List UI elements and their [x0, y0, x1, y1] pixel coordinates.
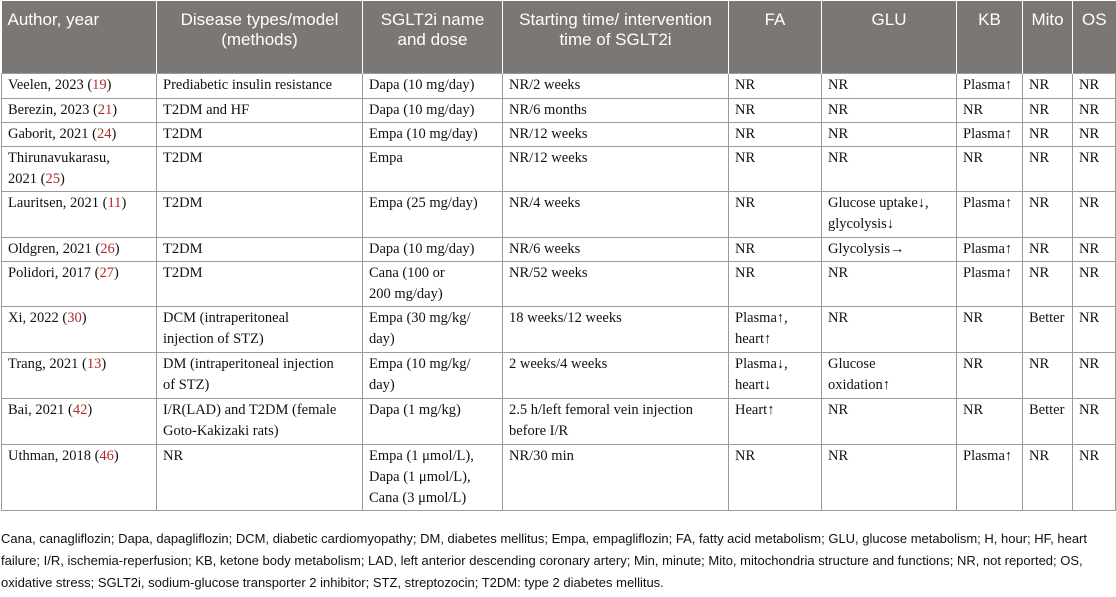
mito-cell: NR — [1023, 73, 1073, 98]
fa-cell: NR — [729, 261, 822, 306]
reference-close-paren: ) — [113, 264, 119, 281]
starting-time-cell: 2 weeks/4 weeks — [503, 352, 729, 398]
reference-link[interactable]: 24 — [97, 125, 112, 142]
table-row — [2, 73, 1116, 98]
reference-close-paren: ) — [87, 401, 93, 418]
disease-cell: Prediabetic insulin resistance — [157, 73, 363, 98]
table-body — [2, 73, 1116, 510]
os-cell: NR — [1073, 98, 1116, 122]
table-row — [2, 306, 1116, 352]
sglt2i-dose-cell: Empa (10 mg/day) — [363, 122, 503, 146]
sglt2i-dose-cell: Empa (1 μmol/L), Dapa (1 μmol/L), Cana (3 μmol/L) — [363, 444, 503, 510]
col-header-sglt2i-dose: SGLT2i name and dose — [363, 1, 503, 73]
fa-cell: Heart↑ — [729, 398, 822, 444]
reference-link[interactable]: 27 — [99, 264, 114, 281]
kb-cell: NR — [957, 352, 1023, 398]
glu-cell: NR — [822, 122, 957, 146]
col-header-author-year: Author, year — [2, 1, 157, 73]
table-row — [2, 146, 1116, 191]
author-year-cell — [2, 261, 157, 306]
disease-cell: T2DM — [157, 191, 363, 237]
author-year-text: Veelen, 2023 ( — [8, 76, 93, 93]
table-row — [2, 352, 1116, 398]
kb-cell: NR — [957, 98, 1023, 122]
fa-cell: NR — [729, 146, 822, 191]
reference-link[interactable]: 26 — [100, 240, 115, 257]
os-cell: NR — [1073, 398, 1116, 444]
sglt2i-dose-cell: Empa (10 mg/kg/ day) — [363, 352, 503, 398]
fa-cell: NR — [729, 237, 822, 261]
col-header-starting-time: Starting time/ intervention time of SGLT2i — [503, 1, 729, 73]
starting-time-cell: 2.5 h/left femoral vein injection before I/R — [503, 398, 729, 444]
os-cell: NR — [1073, 146, 1116, 191]
author-year-text: Polidori, 2017 ( — [8, 264, 100, 281]
sglt2i-studies-table — [1, 1, 1116, 511]
kb-cell: Plasma↑ — [957, 444, 1023, 510]
os-cell: NR — [1073, 73, 1116, 98]
col-header-os: OS — [1073, 1, 1116, 73]
starting-time-cell: 18 weeks/12 weeks — [503, 306, 729, 352]
author-year-cell — [2, 444, 157, 510]
glu-cell: NR — [822, 398, 957, 444]
mito-cell: NR — [1023, 237, 1073, 261]
disease-cell: T2DM and HF — [157, 98, 363, 122]
kb-cell: Plasma↑ — [957, 237, 1023, 261]
fa-cell: NR — [729, 98, 822, 122]
table-row — [2, 261, 1116, 306]
starting-time-cell: NR/4 weeks — [503, 191, 729, 237]
disease-cell: I/R(LAD) and T2DM (female Goto-Kakizaki rats) — [157, 398, 363, 444]
disease-cell: NR — [157, 444, 363, 510]
glu-cell: NR — [822, 306, 957, 352]
reference-close-paren: ) — [59, 170, 65, 187]
fa-cell: Plasma↓, heart↓ — [729, 352, 822, 398]
mito-cell: NR — [1023, 191, 1073, 237]
mito-cell: Better — [1023, 398, 1073, 444]
mito-cell: NR — [1023, 352, 1073, 398]
glu-cell: Glycolysis→ — [822, 237, 957, 261]
os-cell: NR — [1073, 306, 1116, 352]
glu-cell: NR — [822, 444, 957, 510]
disease-cell: DM (intraperitoneal injection of STZ) — [157, 352, 363, 398]
col-header-mito: Mito — [1023, 1, 1073, 73]
starting-time-cell: NR/6 weeks — [503, 237, 729, 261]
kb-cell: Plasma↑ — [957, 261, 1023, 306]
os-cell: NR — [1073, 444, 1116, 510]
col-header-glu: GLU — [822, 1, 957, 73]
reference-close-paren: ) — [111, 125, 117, 142]
glu-cell: NR — [822, 98, 957, 122]
glu-cell: NR — [822, 73, 957, 98]
sglt2i-dose-cell: Empa (30 mg/kg/ day) — [363, 306, 503, 352]
reference-link[interactable]: 42 — [72, 401, 88, 418]
starting-time-cell: NR/12 weeks — [503, 146, 729, 191]
disease-cell: T2DM — [157, 122, 363, 146]
reference-link[interactable]: 46 — [99, 447, 114, 464]
fa-cell: NR — [729, 191, 822, 237]
starting-time-cell: NR/12 weeks — [503, 122, 729, 146]
mito-cell: NR — [1023, 261, 1073, 306]
kb-cell: NR — [957, 306, 1023, 352]
kb-cell: NR — [957, 146, 1023, 191]
mito-cell: NR — [1023, 146, 1073, 191]
glu-cell: Glucose oxidation↑ — [822, 352, 957, 398]
author-year-text: Berezin, 2023 ( — [8, 101, 98, 118]
author-year-cell — [2, 73, 157, 98]
author-year-text: Bai, 2021 ( — [8, 401, 73, 418]
table-footnote: Cana, canagliflozin; Dapa, dapagliflozin; DCM, diabetic cardiomyopathy; DM, diabetes mellitus; Empa, empagliflozin; FA, fatty acid metabolism; GLU, glucose metabolism; H, hour; HF, heart failure; I/R, ischemia-reperfusion; KB, ketone body metabolism; LAD, left anterior descending coronary artery; Min, minute; Mito, mitochondria structure and functions; NR, not reported; OS, oxidative stress; SGLT2i, sodium-glucose transporter 2 inhibitor; STZ, streptozocin; T2DM: type 2 diabetes mellitus. — [1, 531, 1087, 590]
author-year-cell — [2, 98, 157, 122]
sglt2i-dose-cell: Empa (25 mg/day) — [363, 191, 503, 237]
table-row — [2, 122, 1116, 146]
kb-cell: NR — [957, 398, 1023, 444]
reference-close-paren: ) — [114, 240, 120, 257]
fa-cell: NR — [729, 444, 822, 510]
author-year-text: Gaborit, 2021 ( — [8, 125, 97, 142]
author-year-cell — [2, 191, 157, 237]
starting-time-cell: NR/2 weeks — [503, 73, 729, 98]
reference-close-paren: ) — [81, 309, 87, 326]
reference-link[interactable]: 13 — [86, 355, 102, 372]
kb-cell: Plasma↑ — [957, 122, 1023, 146]
reference-close-paren: ) — [106, 76, 112, 93]
author-year-text: Uthman, 2018 ( — [8, 447, 100, 464]
header-row — [2, 1, 1116, 73]
os-cell: NR — [1073, 352, 1116, 398]
kb-cell: Plasma↑ — [957, 73, 1023, 98]
reference-link[interactable]: 25 — [45, 170, 60, 187]
mito-cell: Better — [1023, 306, 1073, 352]
author-year-cell — [2, 237, 157, 261]
author-year-text: Oldgren, 2021 ( — [8, 240, 101, 257]
sglt2i-dose-cell: Dapa (10 mg/day) — [363, 73, 503, 98]
disease-cell: DCM (intraperitoneal injection of STZ) — [157, 306, 363, 352]
kb-cell: Plasma↑ — [957, 191, 1023, 237]
disease-cell: T2DM — [157, 261, 363, 306]
fa-cell: NR — [729, 122, 822, 146]
author-year-cell — [2, 398, 157, 444]
author-year-text: Trang, 2021 ( — [8, 355, 87, 372]
disease-cell: T2DM — [157, 146, 363, 191]
reference-close-paren: ) — [113, 447, 119, 464]
author-year-text: Lauritsen, 2021 ( — [8, 194, 108, 211]
mito-cell: NR — [1023, 444, 1073, 510]
os-cell: NR — [1073, 122, 1116, 146]
author-year-cell — [2, 122, 157, 146]
os-cell: NR — [1073, 237, 1116, 261]
mito-cell: NR — [1023, 98, 1073, 122]
author-year-text: Xi, 2022 ( — [8, 309, 68, 326]
reference-close-paren: ) — [101, 355, 107, 372]
col-header-fa: FA — [729, 1, 822, 73]
author-year-cell — [2, 352, 157, 398]
table-row — [2, 98, 1116, 122]
glu-cell: Glucose uptake↓, glycolysis↓ — [822, 191, 957, 237]
reference-close-paren: ) — [121, 194, 127, 211]
col-header-kb: KB — [957, 1, 1023, 73]
author-year-text: Thirunavukarasu, 2021 ( — [8, 149, 110, 187]
sglt2i-dose-cell: Dapa (1 mg/kg) — [363, 398, 503, 444]
author-year-cell — [2, 146, 157, 191]
os-cell: NR — [1073, 261, 1116, 306]
reference-link[interactable]: 11 — [107, 194, 122, 211]
fa-cell: Plasma↑, heart↑ — [729, 306, 822, 352]
glu-cell: NR — [822, 146, 957, 191]
starting-time-cell: NR/6 months — [503, 98, 729, 122]
mito-cell: NR — [1023, 122, 1073, 146]
fa-cell: NR — [729, 73, 822, 98]
reference-link[interactable]: 19 — [92, 76, 107, 93]
os-cell: NR — [1073, 191, 1116, 237]
sglt2i-dose-cell: Dapa (10 mg/day) — [363, 237, 503, 261]
table-row — [2, 191, 1116, 237]
table-row — [2, 444, 1116, 510]
reference-link[interactable]: 30 — [67, 309, 82, 326]
sglt2i-dose-cell: Empa — [363, 146, 503, 191]
glu-cell: NR — [822, 261, 957, 306]
table-row — [2, 398, 1116, 444]
table-row — [2, 237, 1116, 261]
starting-time-cell: NR/30 min — [503, 444, 729, 510]
author-year-cell — [2, 306, 157, 352]
disease-cell: T2DM — [157, 237, 363, 261]
starting-time-cell: NR/52 weeks — [503, 261, 729, 306]
sglt2i-dose-cell: Cana (100 or 200 mg/day) — [363, 261, 503, 306]
reference-link[interactable]: 21 — [97, 101, 113, 118]
sglt2i-dose-cell: Dapa (10 mg/day) — [363, 98, 503, 122]
col-header-disease-model: Disease types/model (methods) — [157, 1, 363, 73]
reference-close-paren: ) — [112, 101, 118, 118]
